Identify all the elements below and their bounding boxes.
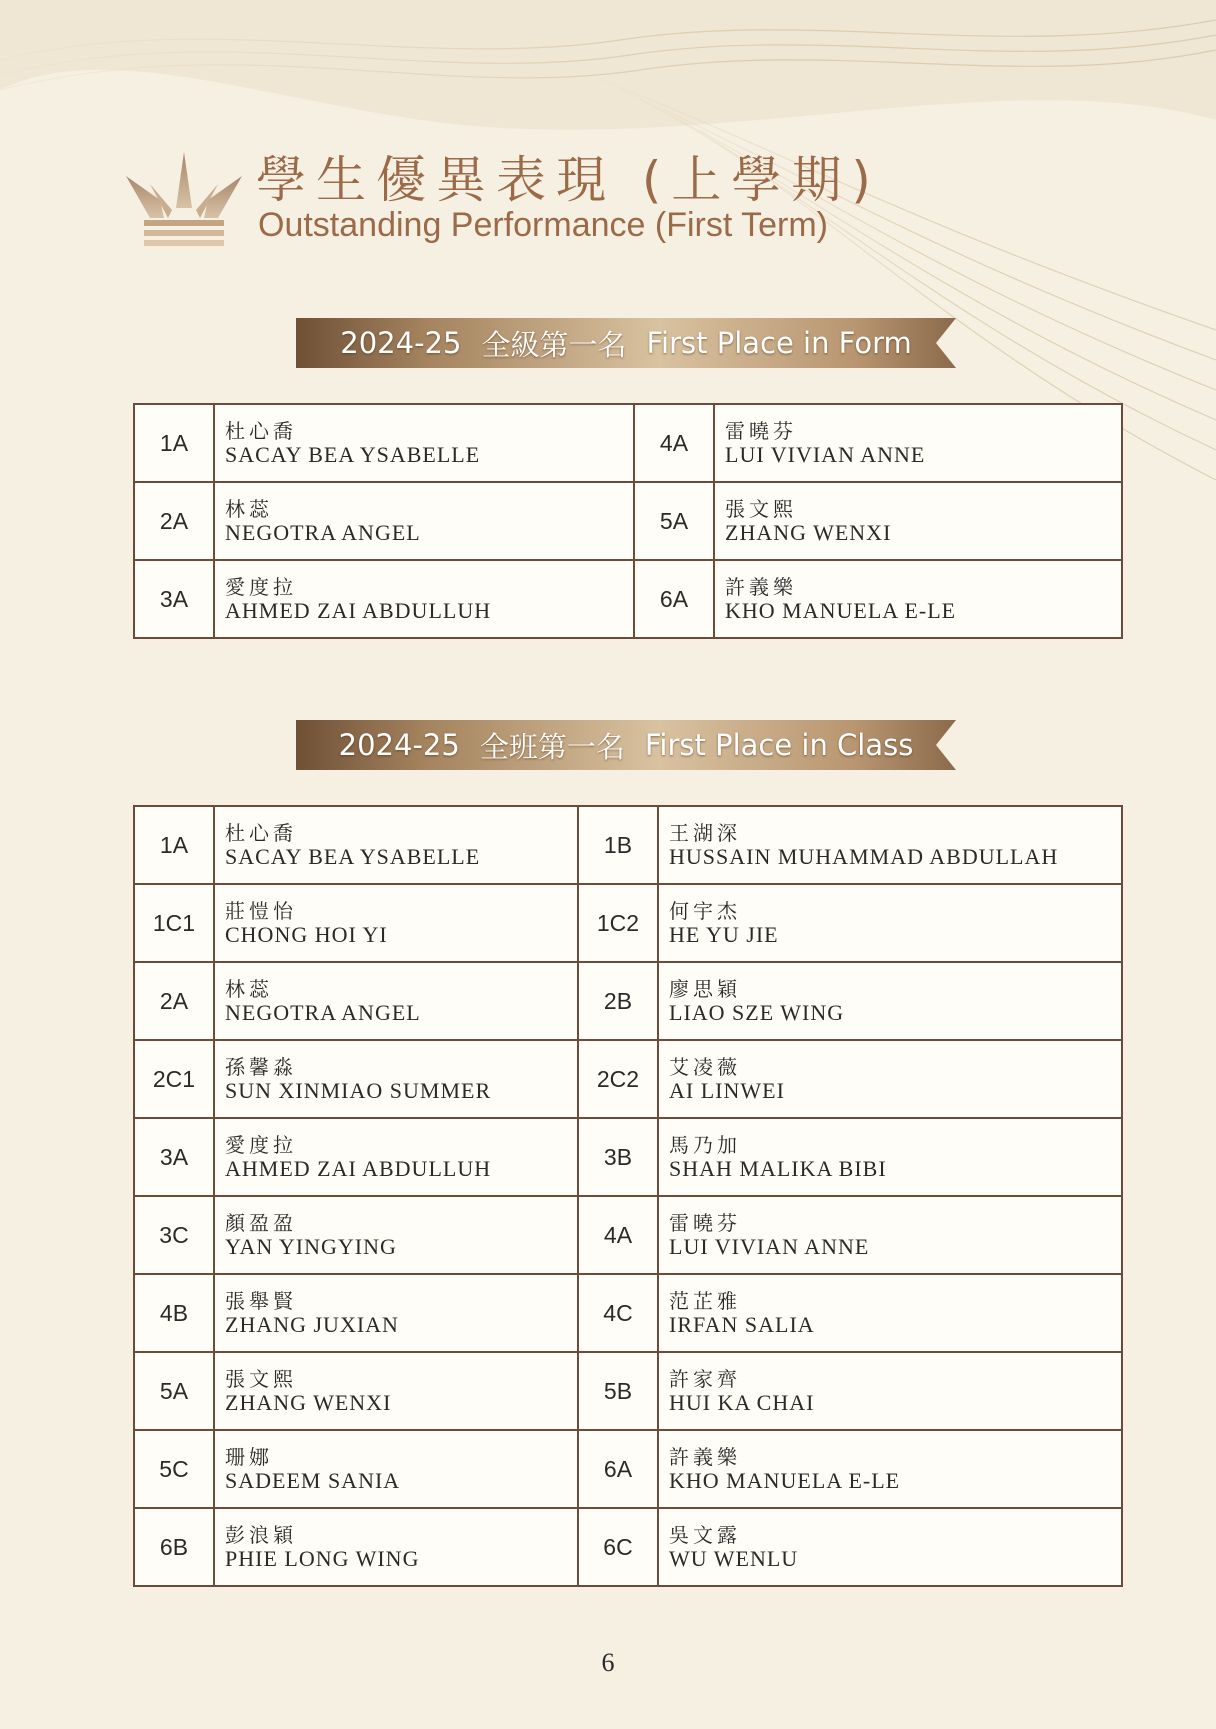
student-name-cell [658, 806, 1122, 884]
student-name-cell [214, 1196, 578, 1274]
student-name-cell [658, 1430, 1122, 1508]
student-name-cell [658, 1352, 1122, 1430]
table-row [134, 1040, 1122, 1118]
page-title-chinese: 學生優異表現 (上學期) [256, 151, 881, 209]
crown-icon [120, 148, 248, 248]
class-code: 3B [578, 1118, 658, 1196]
student-name-cell [214, 884, 578, 962]
class-code: 2C2 [578, 1040, 658, 1118]
student-name-cell [714, 404, 1122, 482]
student-name-chinese: 馬乃加 [669, 1133, 741, 1157]
student-name-english: KHO MANUELA E-LE [669, 1468, 901, 1493]
student-name-chinese: 林蕊 [225, 497, 273, 521]
student-name-chinese: 杜心喬 [225, 821, 297, 845]
class-code: 4B [134, 1274, 214, 1352]
student-name-chinese: 莊愷怡 [225, 899, 297, 923]
student-name-chinese: 張文熙 [225, 1367, 297, 1391]
class-code: 6B [134, 1508, 214, 1586]
class-code: 3C [134, 1196, 214, 1274]
student-name-english: LUI VIVIAN ANNE [669, 1234, 870, 1259]
student-name-cell [658, 962, 1122, 1040]
student-name-chinese: 林蕊 [225, 977, 273, 1001]
student-name-cell [658, 1508, 1122, 1586]
table-row [134, 1430, 1122, 1508]
student-name-cell [714, 560, 1122, 638]
class-code: 5B [578, 1352, 658, 1430]
class-code: 6A [634, 560, 714, 638]
student-name-english: ZHANG WENXI [225, 1390, 392, 1415]
student-name-english: ZHANG WENXI [725, 520, 892, 545]
student-name-chinese: 雷曉芬 [669, 1211, 741, 1235]
student-name-english: LUI VIVIAN ANNE [725, 442, 926, 467]
student-name-chinese: 許義樂 [669, 1445, 741, 1469]
class-code: 4C [578, 1274, 658, 1352]
student-name-cell [658, 1196, 1122, 1274]
student-name-chinese: 顏盈盈 [225, 1211, 297, 1235]
student-name-cell [658, 1274, 1122, 1352]
banner-label-chinese: 全級第一名 [481, 327, 627, 362]
student-name-english: AHMED ZAI ABDULLUH [225, 1156, 492, 1181]
class-code: 5C [134, 1430, 214, 1508]
table-row [134, 1508, 1122, 1586]
student-name-chinese: 何宇杰 [669, 899, 741, 923]
student-name-chinese: 愛度拉 [225, 1133, 297, 1157]
student-name-chinese: 許義樂 [725, 575, 797, 599]
student-name-chinese: 范芷雅 [669, 1289, 741, 1313]
student-name-cell [214, 1274, 578, 1352]
student-name-chinese: 許家齊 [669, 1367, 741, 1391]
student-name-english: ZHANG JUXIAN [225, 1312, 399, 1337]
student-name-english: WU WENLU [669, 1546, 799, 1571]
table-row [134, 482, 1122, 560]
student-name-english: HUI KA CHAI [669, 1390, 815, 1415]
table-row [134, 1352, 1122, 1430]
student-name-english: YAN YINGYING [225, 1234, 397, 1259]
student-name-cell [214, 1040, 578, 1118]
banner-label-chinese: 全班第一名 [479, 729, 625, 764]
class-code: 2C1 [134, 1040, 214, 1118]
class-code: 2A [134, 482, 214, 560]
table-row [134, 560, 1122, 638]
class-code: 5A [134, 1352, 214, 1430]
class-code: 1C2 [578, 884, 658, 962]
student-name-chinese: 雷曉芬 [725, 419, 797, 443]
table-row [134, 404, 1122, 482]
student-name-cell [214, 1352, 578, 1430]
class-code: 1B [578, 806, 658, 884]
student-name-english: SHAH MALIKA BIBI [669, 1156, 887, 1181]
page-number: 6 [601, 1648, 615, 1677]
class-code: 1C1 [134, 884, 214, 962]
banner-label-english: First Place in Class [644, 728, 914, 762]
student-name-cell [714, 482, 1122, 560]
class-code: 6C [578, 1508, 658, 1586]
student-name-english: HE YU JIE [669, 922, 779, 947]
student-name-cell [214, 962, 578, 1040]
class-code: 1A [134, 806, 214, 884]
student-name-chinese: 孫馨淼 [225, 1055, 297, 1079]
student-name-chinese: 吳文露 [669, 1523, 741, 1547]
student-name-english: SADEEM SANIA [225, 1468, 401, 1493]
table-row [134, 806, 1122, 884]
class-code: 5A [634, 482, 714, 560]
student-name-english: AHMED ZAI ABDULLUH [225, 598, 492, 623]
class-code: 4A [578, 1196, 658, 1274]
table-row [134, 962, 1122, 1040]
student-name-cell [214, 404, 634, 482]
student-name-english: HUSSAIN MUHAMMAD ABDULLAH [669, 844, 1059, 869]
class-code: 4A [634, 404, 714, 482]
student-name-cell [658, 1118, 1122, 1196]
table-row [134, 1196, 1122, 1274]
student-name-cell [214, 1118, 578, 1196]
student-name-cell [214, 1508, 578, 1586]
student-name-chinese: 王湖深 [669, 821, 741, 845]
student-name-english: SACAY BEA YSABELLE [225, 844, 481, 869]
class-code: 2B [578, 962, 658, 1040]
banner-year: 2024-25 [338, 728, 460, 762]
student-name-cell [214, 560, 634, 638]
student-name-cell [214, 482, 634, 560]
student-name-chinese: 廖思穎 [669, 977, 741, 1001]
student-name-chinese: 杜心喬 [225, 419, 297, 443]
class-code: 3A [134, 1118, 214, 1196]
form-section-banner [296, 318, 956, 368]
class-code: 1A [134, 404, 214, 482]
student-name-english: PHIE LONG WING [225, 1546, 420, 1571]
table-row [134, 884, 1122, 962]
banner-label-english: First Place in Form [646, 326, 912, 360]
page-title-english: Outstanding Performance (First Term) [258, 206, 828, 244]
table-row [134, 1274, 1122, 1352]
student-name-chinese: 彭浪穎 [225, 1523, 297, 1547]
student-name-english: AI LINWEI [669, 1078, 785, 1103]
student-name-chinese: 張舉賢 [225, 1289, 297, 1313]
student-name-english: SUN XINMIAO SUMMER [225, 1078, 492, 1103]
class-code: 6A [578, 1430, 658, 1508]
table-row [134, 1118, 1122, 1196]
first-place-in-form-table [133, 403, 1123, 639]
first-place-in-class-table [133, 805, 1123, 1587]
student-name-english: KHO MANUELA E-LE [725, 598, 957, 623]
student-name-cell [214, 1430, 578, 1508]
student-name-cell [658, 884, 1122, 962]
student-name-cell [214, 806, 578, 884]
class-code: 2A [134, 962, 214, 1040]
student-name-chinese: 張文熙 [725, 497, 797, 521]
student-name-english: IRFAN SALIA [669, 1312, 815, 1337]
student-name-chinese: 愛度拉 [225, 575, 297, 599]
student-name-cell [658, 1040, 1122, 1118]
banner-year: 2024-25 [340, 326, 462, 360]
class-section-banner [296, 720, 956, 770]
student-name-chinese: 珊娜 [225, 1445, 273, 1469]
student-name-english: CHONG HOI YI [225, 922, 388, 947]
student-name-english: LIAO SZE WING [669, 1000, 845, 1025]
student-name-english: NEGOTRA ANGEL [225, 520, 421, 545]
class-code: 3A [134, 560, 214, 638]
student-name-english: NEGOTRA ANGEL [225, 1000, 421, 1025]
student-name-chinese: 艾凌薇 [669, 1055, 741, 1079]
student-name-english: SACAY BEA YSABELLE [225, 442, 481, 467]
